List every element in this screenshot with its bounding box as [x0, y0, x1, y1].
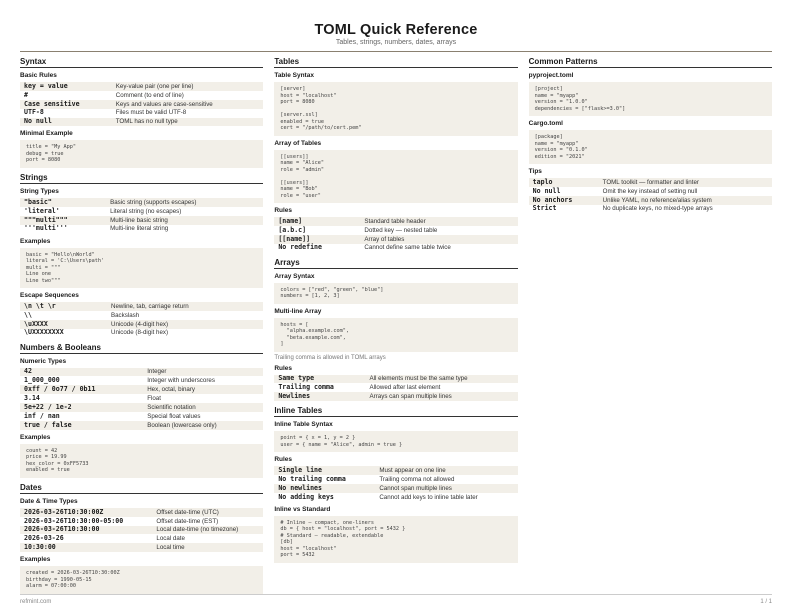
row-key: No newlines	[274, 484, 375, 493]
table-row	[20, 421, 263, 430]
row-description: Local date-time (no timezone)	[152, 526, 263, 535]
row-key: No anchors	[529, 196, 599, 205]
row-description: Hex, octal, binary	[143, 385, 263, 394]
code-block: [package] name = "myapp" version = "0.1.0" edition = "2021"	[529, 130, 772, 164]
table-row	[20, 508, 263, 517]
page-subtitle: Tables, strings, numbers, dates, arrays	[335, 39, 457, 46]
subsection-title: String Types	[20, 187, 59, 195]
subsection-title: Numeric Types	[20, 357, 67, 365]
table-row	[529, 187, 772, 196]
row-key: 0xff / 0o77 / 0b11	[20, 385, 143, 394]
table-row	[274, 375, 517, 384]
header-divider	[20, 51, 772, 52]
subsection-title: Inline Table Syntax	[274, 421, 333, 429]
table-row	[20, 368, 263, 377]
array-rules-table	[274, 375, 517, 402]
footer-page-number: 1 / 1	[760, 599, 772, 605]
row-description: Local date	[156, 535, 185, 543]
row-key: taplo	[529, 178, 599, 187]
table-row	[20, 543, 263, 552]
row-description: Offset date-time (UTC)	[152, 508, 263, 517]
subsection-title: Array of Tables	[274, 139, 322, 147]
row-key: inf / nan	[24, 411, 60, 420]
row-key: """multi"""	[20, 216, 106, 225]
row-key: [name]	[274, 217, 360, 226]
row-key: \UXXXXXXXX	[24, 328, 64, 337]
subsection-title: Multi-line Array	[274, 307, 322, 315]
row-description: Special float values	[147, 412, 201, 420]
row-description: Keys and values are case-sensitive	[112, 100, 264, 109]
row-description: Multi-line basic string	[106, 216, 263, 225]
subsection-title: Inline vs Standard	[274, 505, 331, 513]
code-block: [server] host = "localhost" port = 8080 [server.ssl] enabled = true cert = "/path/to/cert.pem"	[274, 82, 517, 136]
subsection-title: Minimal Example	[20, 130, 73, 138]
row-description: TOML toolkit — formatter and linter	[599, 178, 772, 187]
section-title-numbers: Numbers & Booleans	[20, 343, 263, 354]
row-description: Cannot define same table twice	[364, 244, 451, 252]
row-key: 2026-03-26	[24, 534, 64, 543]
row-key: No null	[20, 118, 112, 127]
row-key: 2026-03-26T10:30:00	[20, 526, 152, 535]
code-block: # Inline — compact, one-liners db = { host = "localhost", port = 5432 } # Standard — readable, extendable [db] host = "localhost" port = 5432	[274, 516, 517, 563]
row-description: Omit the key instead of setting null	[602, 187, 698, 195]
table-row	[274, 244, 517, 253]
note-text: Trailing comma is allowed in TOML arrays	[274, 354, 386, 361]
row-key: No trailing comma	[278, 474, 346, 483]
table-row	[20, 109, 263, 118]
row-description: Comment (to end of line)	[115, 91, 184, 99]
row-description: Arrays can span multiple lines	[366, 392, 518, 401]
row-key: 2026-03-26T10:30:00-05:00	[24, 516, 124, 525]
code-block: [[users]] name = "Alice" role = "admin" [[users]] name = "Bob" role = "user"	[274, 150, 517, 204]
footer-site: refmint.com	[20, 599, 52, 605]
table-row	[20, 517, 263, 526]
subsection-title: Date & Time Types	[20, 497, 78, 505]
subsection-title: pyproject.toml	[528, 72, 574, 79]
row-description: Local time	[152, 543, 263, 552]
subsection-title: Rules	[274, 207, 293, 214]
row-key: key = value	[20, 82, 112, 91]
row-key: \uXXXX	[20, 320, 107, 329]
code-block: hosts = [ "alpha.example.com", "beta.example.com", ]	[274, 318, 517, 352]
row-key: Trailing comma	[278, 383, 334, 392]
row-description: Boolean (lowercase only)	[143, 421, 263, 430]
row-description: Integer with underscores	[147, 377, 215, 385]
table-row	[274, 475, 517, 484]
row-key: Strict	[532, 204, 557, 213]
basic-rules-table	[20, 82, 263, 126]
table-row	[20, 403, 263, 412]
table-row	[20, 311, 263, 320]
row-key: 'literal'	[24, 206, 60, 215]
row-key: true / false	[20, 421, 143, 430]
tips-table	[529, 178, 772, 214]
table-row	[274, 466, 517, 475]
table-row	[20, 534, 263, 543]
table-row	[20, 216, 263, 225]
table-row	[274, 493, 517, 502]
table-row	[20, 198, 263, 207]
row-description: All elements must be the same type	[366, 375, 518, 384]
row-description: Literal string (no escapes)	[110, 207, 182, 215]
table-row	[20, 82, 263, 91]
row-key: 42	[20, 368, 143, 377]
section-title-inline-tables: Inline Tables	[274, 406, 517, 417]
section-title-tables: Tables	[274, 57, 517, 68]
code-block: title = "My App" debug = true port = 8080	[20, 140, 263, 168]
row-key: \n \t \r	[20, 302, 107, 311]
row-key: UTF-8	[24, 108, 44, 117]
table-rules-table	[274, 217, 517, 253]
row-key: No adding keys	[278, 492, 334, 501]
table-row	[20, 100, 263, 109]
row-description: Float	[147, 395, 161, 403]
code-block: [project] name = "myapp" version = "1.0.0" dependencies = ["flask>=3.0"]	[529, 82, 772, 116]
row-description: No duplicate keys, no mixed-type arrays	[602, 205, 713, 213]
row-description: Multi-line literal string	[110, 225, 169, 233]
row-key: '''multi'''	[24, 224, 68, 233]
section-title-syntax: Syntax	[20, 57, 263, 68]
column-2	[274, 57, 517, 597]
subsection-title: Rules	[274, 456, 293, 464]
table-row	[20, 329, 263, 338]
row-description: Unicode (8-digit hex)	[110, 329, 169, 337]
table-row	[20, 412, 263, 421]
subsection-title: Escape Sequences	[20, 292, 79, 300]
row-description: Offset date-time (EST)	[156, 517, 219, 525]
row-key: Newlines	[274, 392, 365, 401]
row-description: TOML has no null type	[112, 118, 264, 127]
table-row	[20, 385, 263, 394]
row-key: 5e+22 / 1e-2	[20, 403, 143, 412]
table-row	[20, 225, 263, 234]
section-title-common-patterns: Common Patterns	[529, 57, 772, 68]
section-title-dates: Dates	[20, 483, 263, 494]
row-description: Allowed after last element	[369, 384, 441, 392]
table-row	[529, 178, 772, 187]
table-row	[20, 207, 263, 216]
subsection-title: Array Syntax	[274, 272, 315, 280]
code-block: colors = ["red", "green", "blue"] numbers = [1, 2, 3]	[274, 283, 517, 304]
escape-sequences-table	[20, 302, 263, 338]
row-description: Dotted key — nested table	[364, 226, 438, 234]
row-description: Cannot add keys to inline table later	[379, 493, 478, 501]
table-row	[20, 394, 263, 403]
table-row	[20, 302, 263, 311]
subsection-title: Tips	[528, 168, 542, 175]
code-block: created = 2026-03-26T10:30:00Z birthday = 1990-05-15 alarm = 07:00:00	[20, 566, 263, 594]
row-description: Cannot span multiple lines	[375, 484, 517, 493]
row-key: #	[24, 90, 28, 99]
row-key: [[name]]	[274, 235, 360, 244]
inline-rules-table	[274, 466, 517, 502]
table-row	[274, 235, 517, 244]
row-key: Same type	[274, 375, 365, 384]
row-key: 1_000_000	[24, 376, 60, 385]
table-row	[529, 205, 772, 214]
code-block: count = 42 price = 19.99 hex_color = 0xFF5733 enabled = true	[20, 444, 263, 478]
row-description: Trailing comma not allowed	[379, 475, 455, 483]
row-key: 2026-03-26T10:30:00Z	[20, 508, 152, 517]
row-description: Unicode (4-digit hex)	[107, 320, 263, 329]
row-description: Scientific notation	[143, 403, 263, 412]
subsection-title: Basic Rules	[20, 72, 57, 79]
table-row	[20, 118, 263, 127]
row-description: Backslash	[110, 311, 140, 319]
row-key: 3.14	[24, 394, 40, 403]
row-key: \\	[24, 310, 32, 319]
subsection-title: Examples	[20, 556, 51, 564]
date-types-table	[20, 508, 263, 552]
row-description: Array of tables	[360, 235, 517, 244]
row-description: Unlike YAML, no reference/alias system	[599, 196, 772, 205]
subsection-title: Examples	[20, 237, 51, 245]
table-row	[20, 320, 263, 329]
content-columns	[20, 57, 772, 597]
code-block: point = { x = 1, y = 2 } user = { name = "Alice", admin = true }	[274, 431, 517, 452]
column-3	[529, 57, 772, 597]
column-1	[20, 57, 263, 597]
numeric-types-table	[20, 368, 263, 430]
row-description: Key-value pair (one per line)	[112, 82, 264, 91]
row-description: Newline, tab, carriage return	[107, 302, 263, 311]
table-row	[274, 383, 517, 392]
subsection-title: Table Syntax	[274, 72, 314, 79]
page-title: TOML Quick Reference	[314, 22, 478, 38]
row-key: No null	[532, 186, 561, 195]
table-row	[274, 484, 517, 493]
row-key: "basic"	[20, 198, 106, 207]
string-types-table	[20, 198, 263, 234]
subsection-title: Cargo.toml	[528, 120, 563, 127]
row-key: Case sensitive	[20, 100, 112, 109]
row-key: 10:30:00	[20, 543, 152, 552]
row-description: Files must be valid UTF-8	[115, 109, 187, 117]
row-key: [a.b.c]	[278, 225, 307, 234]
table-row	[274, 392, 517, 401]
subsection-title: Examples	[20, 433, 51, 441]
row-description: Basic string (supports escapes)	[106, 198, 263, 207]
row-description: Integer	[143, 368, 263, 377]
table-row	[274, 226, 517, 235]
table-row	[20, 376, 263, 385]
section-title-strings: Strings	[20, 173, 263, 184]
row-description: Standard table header	[360, 217, 517, 226]
subsection-title: Rules	[274, 364, 293, 372]
page-header	[0, 0, 792, 51]
row-key: No redefine	[278, 243, 322, 252]
table-row	[20, 526, 263, 535]
footer-divider	[20, 594, 772, 595]
row-key: Single line	[274, 466, 375, 475]
row-description: Must appear on one line	[375, 466, 517, 475]
table-row	[274, 217, 517, 226]
table-row	[20, 91, 263, 100]
table-row	[529, 196, 772, 205]
code-block: basic = "Hello\nWorld" literal = 'C:\Users\path' multi = """ Line one Line two"""	[20, 248, 263, 289]
section-title-arrays: Arrays	[274, 258, 517, 269]
